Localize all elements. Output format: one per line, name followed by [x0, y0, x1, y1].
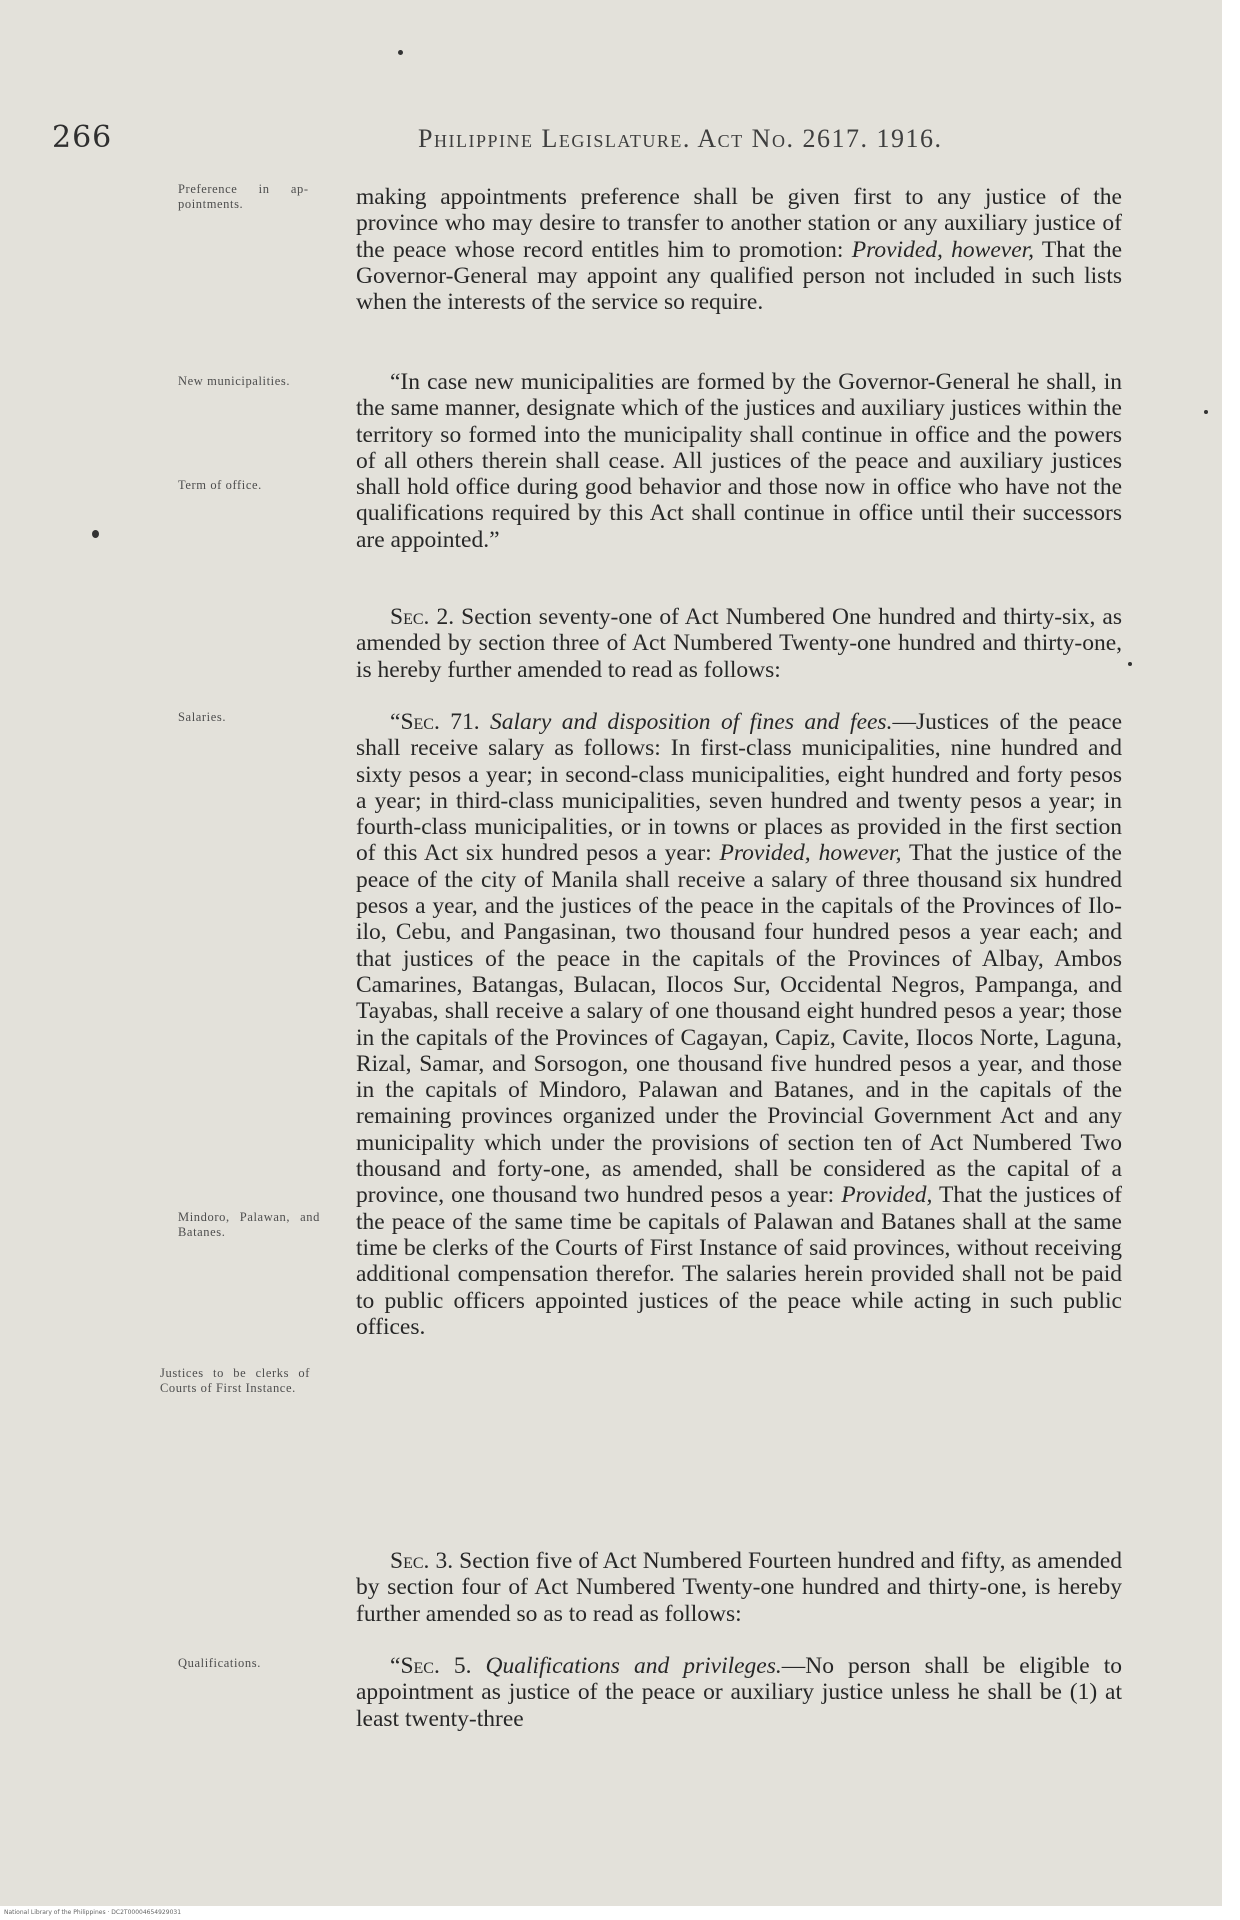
body-text: That the justices of the peace of the same time be capitals of Palawan and Batanes shall at the same time be clerks of the Courts of First Instance of said provinces, without receiving additional compensation therefor. The salaries herein provided shall not be paid to public officers appointed justices of the peace while acting in such public offices. — [356, 1182, 1122, 1340]
body-text: —Justices of the peace shall receive salary as follows: In first-class municipalities, nine hundred and sixty pesos a year; in second-class municipalities, eight hundred and forty pesos a year; in third-class municipalities, seven hundred and twenty pesos a year; in fourth-class municipalities, or in towns or places as provided in the first section of this Act six hundred pesos a year: — [356, 709, 1122, 867]
paragraph-section-3 — [356, 1548, 1122, 1627]
margin-note-mindoro-palawan-batanes: Mindoro, Palawan, and Batanes. — [178, 1210, 320, 1239]
body-text: That the justice of the peace of the city of Manila shall receive a salary of three thousand six hundred pesos a year, and the justices of the peace in the capitals of the Provinces of Iloilo, Cebu, and Pangasinan, two thousand four hundred pesos a year each; and that justices of the peace in the capitals of the Provinces of Albay, Ambos Camarines, Batangas, Bulacan, Ilocos Sur, Occidental Negros, Pampanga, and Tayabas, shall receive a salary of one thousand eight hundred pesos a year; those in the capitals of the Provinces of Cagayan, Capiz, Cavite, Ilocos Norte, Laguna, Rizal, Samar, and Sorsogon, one thousand five hundred pesos a year, and those in the capitals of Mindoro, Palawan and Batanes, and in the capitals of the remaining provinces organized under the Provincial Government Act and any municipality which under the provisions of section ten of Act Numbered Two thousand and forty-one, as amended, shall be considered as the capital of a province, one thousand two hundred pesos a year: — [356, 840, 1122, 1209]
quote-mark: “ — [390, 709, 401, 735]
margin-note-justices-clerks: Justices to be clerks of Courts of First Instance. — [160, 1366, 310, 1395]
body-text: Section seventy-one of Act Numbered One hundred and thirty-six, as amended by section three of Act Numbered Twenty-one hundred and thirty-one, is hereby further amended to read as follows: — [356, 604, 1122, 683]
section-label: Sec. 71. — [400, 709, 480, 735]
paragraph-appointments — [356, 184, 1122, 315]
section-label: Sec. 5. — [400, 1653, 472, 1679]
paragraph-section-71 — [356, 709, 1122, 1340]
body-text: “In case new municipalities are formed by the Governor-General he shall, in the same manner, designate which of the justices and auxiliary justices within the territory so formed into the municipality shall continue in office and the powers of all others therein shall cease. All justices of the peace and auxiliary justices shall hold office during good behavior and those now in office who have not the qualifications required by this Act shall continue in office until their successors are appointed.” — [356, 369, 1122, 553]
quote-mark: “ — [390, 1653, 401, 1679]
margin-note-qualifications: Qualifications. — [178, 1656, 261, 1670]
scan-border — [1222, 0, 1240, 1920]
paragraph-section-5 — [356, 1653, 1122, 1732]
margin-note-term-of-office: Term of office. — [178, 478, 262, 492]
margin-note-new-municipalities: New municipalities. — [178, 374, 291, 388]
scan-speck — [1128, 662, 1132, 666]
page-number: 266 — [52, 120, 113, 155]
section-title: Qualifications and privileges. — [471, 1653, 782, 1679]
running-head: Philippine Legislature. Act No. 2617. 1916. — [418, 124, 943, 153]
scan-speck — [398, 50, 403, 55]
section-label: Sec. 2. — [390, 604, 455, 630]
paragraph-new-municipalities — [356, 369, 1122, 553]
body-text: That the Governor-General may appoint any qualified person not included in such lists when the interests of the service so require. — [356, 236, 1122, 316]
section-label: Sec. 3. — [390, 1548, 454, 1574]
scan-footer: National Library of the Philippines · DC2T00004654929031 — [0, 1906, 1240, 1920]
margin-note-preference: Preference in appointments. — [178, 182, 308, 211]
scan-speck — [92, 530, 99, 538]
body-text-italic: Provided, however, — [719, 840, 902, 867]
body-text: making appointments preference shall be given first to any justice of the province who may desire to transfer to another station or any auxiliary justice of the peace whose record entitles him to promotion: — [356, 184, 1122, 263]
paragraph-section-2 — [356, 604, 1122, 683]
section-title: Salary and disposition of fines and fees. — [479, 709, 893, 735]
body-text: —No person shall be eligible to appointment as justice of the peace or auxiliary justice unless he shall be (1) at least twenty-three — [356, 1653, 1123, 1732]
body-text-italic: Provided, — [841, 1182, 933, 1209]
body-text-italic: Provided, however, — [851, 236, 1035, 263]
body-text: Section five of Act Numbered Fourteen hundred and fifty, as amended by section four of Act Numbered Twenty-one hundred and thirty-one, is hereby further amended so as to read as follows: — [356, 1548, 1122, 1627]
scan-speck — [1204, 410, 1208, 414]
margin-note-salaries: Salaries. — [178, 710, 227, 724]
